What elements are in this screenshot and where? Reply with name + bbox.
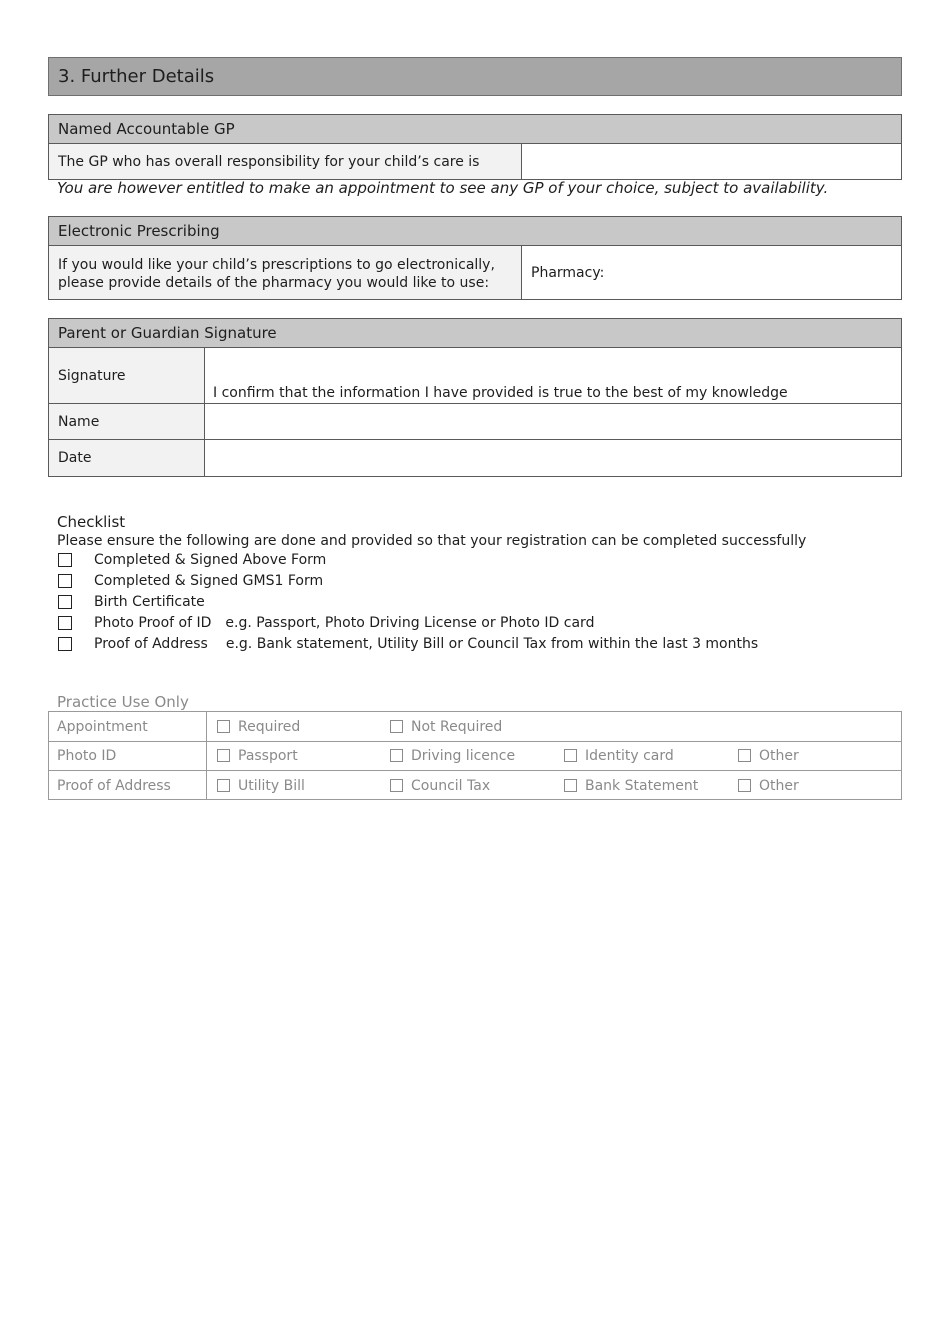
checklist-title: Checklist	[57, 513, 126, 531]
practice-option-label: Other	[759, 777, 799, 794]
section-title: 3. Further Details	[48, 57, 902, 96]
practice-option[interactable]	[564, 741, 674, 770]
practice-option[interactable]	[738, 771, 799, 800]
checklist-item-label: Proof of Address	[94, 636, 208, 652]
checkbox-icon[interactable]	[738, 779, 751, 792]
gp-note: You are however entitled to make an appointment to see any GP of your choice, subject to availability.	[57, 179, 829, 197]
checklist-item-example: e.g. Bank statement, Utility Bill or Council Tax from within the last 3 months	[225, 636, 759, 652]
prescribing-question	[48, 245, 522, 300]
gp-answer-field[interactable]	[521, 143, 902, 180]
checkbox-icon[interactable]	[217, 749, 230, 762]
practice-option-label: Council Tax	[411, 777, 491, 794]
practice-table	[48, 711, 902, 800]
name-field[interactable]	[204, 403, 902, 440]
checklist-item-label: Completed & Signed Above Form	[94, 552, 327, 568]
signature-label: Signature	[48, 347, 205, 404]
checkbox-icon[interactable]	[58, 637, 72, 651]
practice-option[interactable]	[390, 712, 502, 741]
practice-row-proof-of-address	[49, 771, 901, 800]
checklist-item	[58, 593, 898, 611]
practice-option[interactable]	[564, 771, 698, 800]
checklist-item	[58, 614, 898, 632]
signature-field[interactable]	[204, 347, 902, 404]
gp-question: The GP who has overall responsibility for your child’s care is	[48, 143, 522, 180]
prescribing-section-title: Electronic Prescribing	[48, 216, 902, 246]
prescribing-question-line1: If you would like your child’s prescriptions to go electronically,	[58, 257, 495, 273]
checkbox-icon[interactable]	[58, 553, 72, 567]
practice-row-label: Proof of Address	[49, 771, 207, 800]
checkbox-icon[interactable]	[58, 595, 72, 609]
checklist-item	[58, 635, 898, 653]
practice-option-label: Other	[759, 747, 799, 764]
practice-option[interactable]	[217, 712, 300, 741]
checkbox-icon[interactable]	[217, 720, 230, 733]
checkbox-icon[interactable]	[217, 779, 230, 792]
name-label: Name	[48, 403, 205, 440]
checklist-item	[58, 551, 898, 569]
practice-row-appointment	[49, 712, 901, 742]
practice-option[interactable]	[390, 741, 515, 770]
checkbox-icon[interactable]	[390, 779, 403, 792]
practice-option[interactable]	[738, 741, 799, 770]
pharmacy-field[interactable]	[521, 245, 902, 300]
checklist-item-label: Photo Proof of ID	[94, 615, 212, 631]
checklist-item-label: Completed & Signed GMS1 Form	[94, 573, 324, 589]
practice-option-label: Bank Statement	[585, 777, 699, 794]
checklist-item-label: Birth Certificate	[94, 594, 205, 610]
checkbox-icon[interactable]	[564, 779, 577, 792]
practice-option-label: Passport	[238, 747, 298, 764]
checkbox-icon[interactable]	[58, 616, 72, 630]
practice-title: Practice Use Only	[57, 693, 189, 711]
checklist-intro: Please ensure the following are done and provided so that your registration can be completed successfully	[57, 533, 807, 549]
checklist-item-example: e.g. Passport, Photo Driving License or Photo ID card	[225, 615, 595, 631]
practice-option-label: Required	[238, 718, 301, 735]
checkbox-icon[interactable]	[390, 720, 403, 733]
checkbox-icon[interactable]	[738, 749, 751, 762]
checkbox-icon[interactable]	[58, 574, 72, 588]
signature-section-title: Parent or Guardian Signature	[48, 318, 902, 348]
gp-section-title: Named Accountable GP	[48, 114, 902, 144]
prescribing-question-line2: please provide details of the pharmacy you would like to use:	[58, 275, 490, 291]
checkbox-icon[interactable]	[564, 749, 577, 762]
practice-option-label: Identity card	[585, 747, 674, 764]
signature-confirmation: I confirm that the information I have provided is true to the best of my knowledge	[213, 385, 788, 401]
practice-option-label: Driving licence	[411, 747, 516, 764]
checkbox-icon[interactable]	[390, 749, 403, 762]
checklist-item	[58, 572, 898, 590]
date-field[interactable]	[204, 439, 902, 477]
practice-option[interactable]	[217, 741, 298, 770]
practice-option[interactable]	[217, 771, 305, 800]
practice-option-label: Not Required	[411, 718, 503, 735]
date-label: Date	[48, 439, 205, 477]
pharmacy-label: Pharmacy:	[531, 264, 605, 281]
practice-row-photo-id	[49, 741, 901, 771]
practice-row-label: Appointment	[49, 712, 207, 741]
practice-row-label: Photo ID	[49, 741, 207, 770]
practice-option[interactable]	[390, 771, 490, 800]
practice-option-label: Utility Bill	[238, 777, 305, 794]
